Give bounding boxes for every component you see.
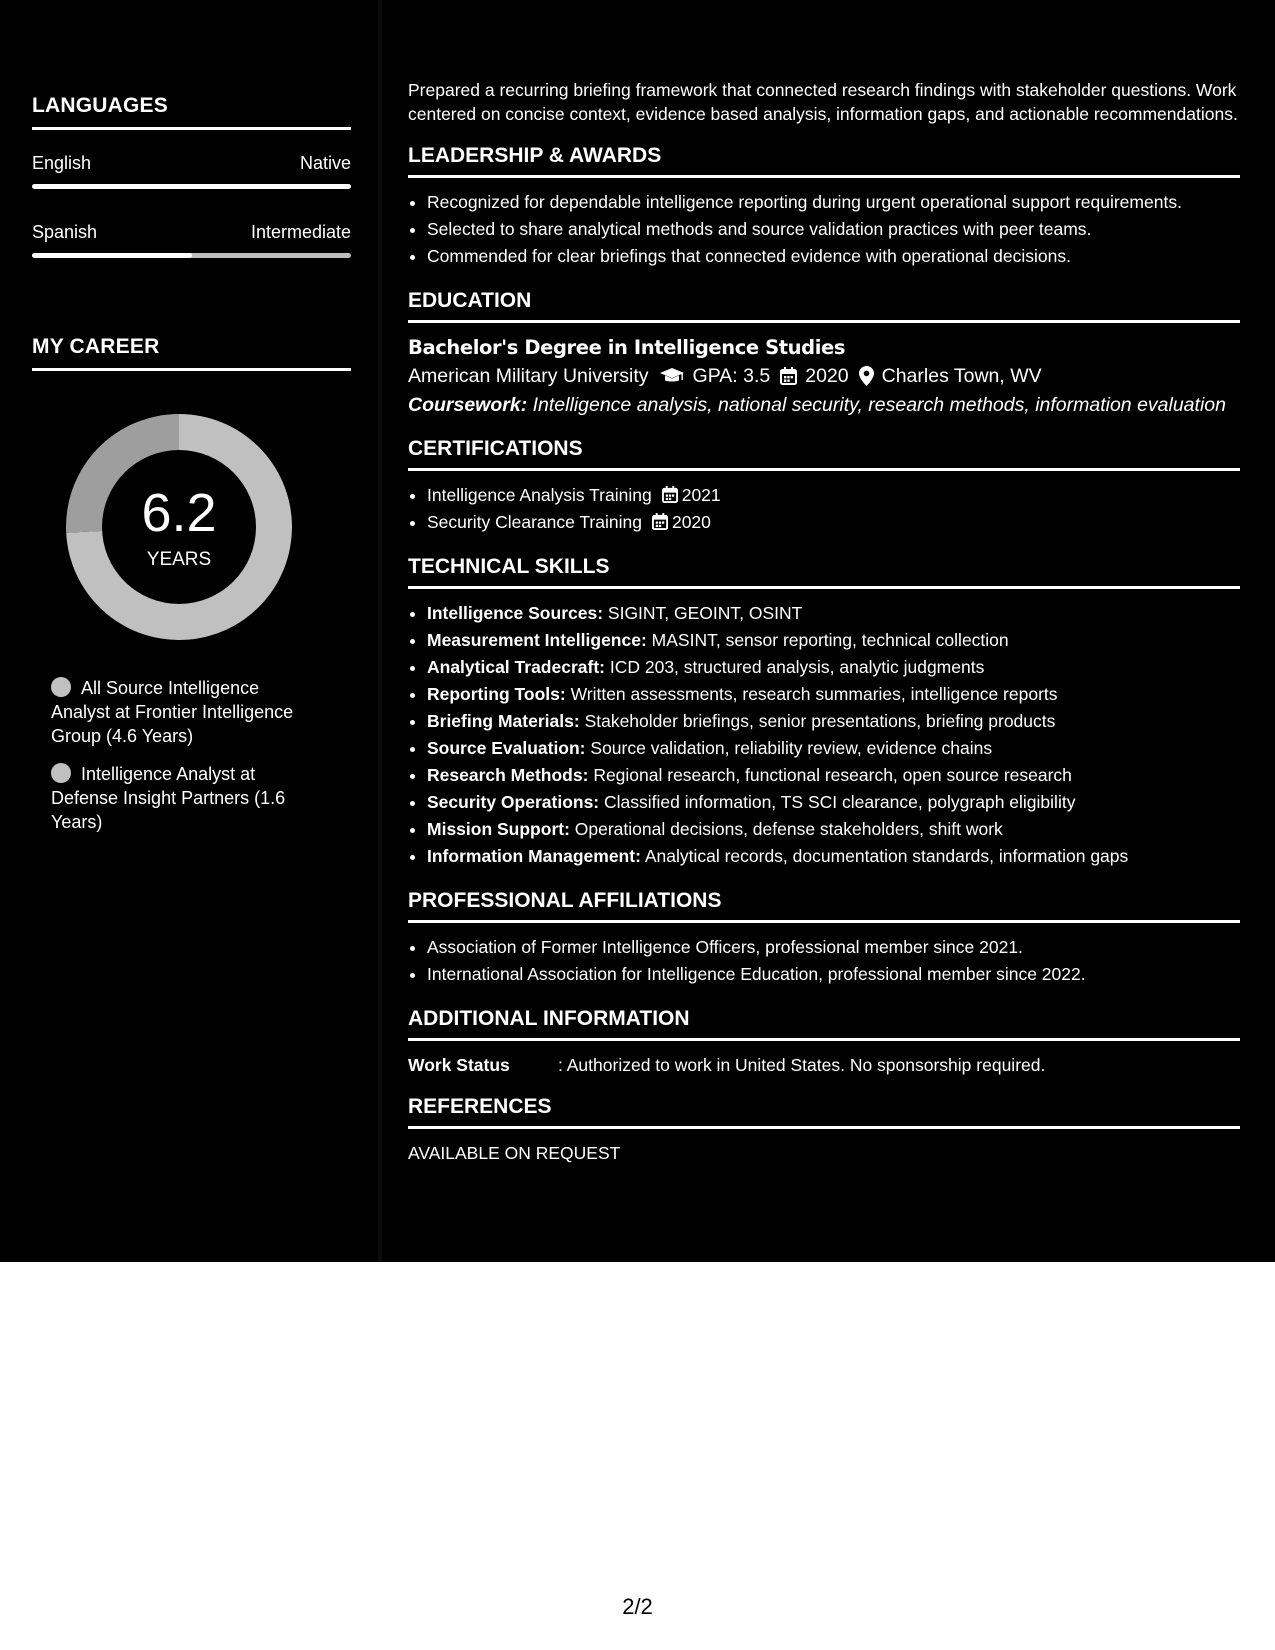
skill-value: Regional research, functional research, open source research: [593, 765, 1072, 785]
certification-item: [427, 483, 1240, 507]
language-bar-fill: [32, 184, 351, 189]
certifications-heading: CERTIFICATIONS: [408, 437, 1240, 471]
skill-value: Analytical records, documentation standards, information gaps: [644, 846, 1129, 866]
school-name: American Military University: [408, 365, 649, 387]
skill-item: [427, 709, 1240, 733]
language-bar-fill: [32, 253, 192, 258]
certification-year: 2020: [671, 512, 711, 532]
leadership-item: • Recognized for dependable intelligence reporting during urgent operational support requirements.: [427, 190, 1240, 214]
calendar-icon: [780, 367, 797, 385]
skill-value: MASINT, sensor reporting, technical collection: [651, 630, 1009, 650]
skill-label: Measurement Intelligence:: [427, 630, 647, 650]
skill-label: Research Methods:: [427, 765, 589, 785]
skill-label: Source Evaluation:: [427, 738, 586, 758]
affiliations-heading: PROFESSIONAL AFFILIATIONS: [408, 889, 1240, 923]
language-level: Intermediate: [250, 222, 351, 242]
skill-item: [427, 655, 1240, 679]
degree-title: Bachelor's Degree in Intelligence Studies: [408, 336, 846, 359]
sidebar: [0, 0, 380, 1262]
skill-value: Written assessments, research summaries, intelligence reports: [570, 684, 1058, 704]
certification-item: [427, 510, 1240, 534]
calendar-icon: [662, 486, 678, 503]
leadership-item: • Commended for clear briefings that connected evidence with operational decisions.: [427, 244, 1240, 268]
skill-value: Operational decisions, defense stakeholders, shift work: [574, 819, 1003, 839]
career-dot: [51, 763, 71, 783]
skill-value: SIGINT, GEOINT, OSINT: [607, 603, 803, 623]
skill-label: Security Operations:: [427, 792, 600, 812]
languages-heading: LANGUAGES: [32, 94, 351, 130]
skill-item: [427, 682, 1240, 706]
coursework-text: Intelligence analysis, national security, research methods, information evaluation: [532, 394, 1226, 416]
skill-label: Analytical Tradecraft:: [427, 657, 605, 677]
language-bar-spanish: [32, 253, 351, 258]
additional-info-heading: ADDITIONAL INFORMATION: [408, 1007, 1240, 1041]
affiliation-item: • Association of Former Intelligence Officers, professional member since 2021.: [427, 935, 1240, 959]
skill-label: Briefing Materials:: [427, 711, 580, 731]
education-heading: EDUCATION: [408, 289, 1240, 323]
map-pin-icon: [859, 366, 874, 386]
career-years-label: YEARS: [146, 549, 212, 570]
coursework: [408, 393, 1240, 417]
work-status-value: : Authorized to work in United States. No sponsorship required.: [558, 1055, 1046, 1075]
language-level: Native: [299, 153, 351, 173]
certifications-list: [408, 483, 1240, 534]
skill-item: [427, 601, 1240, 625]
career-item-text: All Source Intelligence Analyst at Frontier Intelligence Group (4.6 Years): [51, 678, 294, 746]
skills-list: [408, 601, 1240, 868]
affiliation-item: • International Association for Intelligence Education, professional member since 2022.: [427, 962, 1240, 986]
skill-value: Source validation, reliability review, evidence chains: [590, 738, 993, 758]
graduation-year: 2020: [805, 365, 849, 387]
references-text: AVAILABLE ON REQUEST: [408, 1143, 621, 1163]
skill-item: [427, 763, 1240, 787]
skill-value: ICD 203, structured analysis, analytic judgments: [609, 657, 985, 677]
certification-name: Intelligence Analysis Training: [427, 485, 652, 505]
career-item: [51, 762, 321, 834]
leadership-heading: LEADERSHIP & AWARDS: [408, 144, 1240, 178]
certification-year: 2021: [681, 485, 721, 505]
work-status-row: [408, 1053, 1240, 1077]
work-status-label: Work Status: [408, 1055, 510, 1075]
language-bar-english: [32, 184, 351, 189]
page-number: 2/2: [622, 1594, 653, 1619]
gpa: GPA: 3.5: [692, 365, 771, 387]
career-list: [51, 676, 321, 848]
coursework-label: Coursework:: [408, 394, 528, 416]
leadership-list: [408, 190, 1240, 268]
career-heading: MY CAREER: [32, 335, 351, 371]
skills-heading: TECHNICAL SKILLS: [408, 555, 1240, 589]
affiliations-list: [408, 935, 1240, 986]
skill-item: [427, 736, 1240, 760]
skill-item: [427, 790, 1240, 814]
skill-item: [427, 817, 1240, 841]
experience-continuation: Prepared a recurring briefing framework that connected research findings with stakeholder questions. Work centered on concise context, evidence based analysis, information gaps, and actionable recommendations.: [408, 80, 1238, 124]
skill-value: Classified information, TS SCI clearance, polygraph eligibility: [604, 792, 1076, 812]
skill-label: Reporting Tools:: [427, 684, 566, 704]
career-item: [51, 676, 321, 748]
skill-item: [427, 628, 1240, 652]
skill-label: Information Management:: [427, 846, 641, 866]
leadership-item: • Selected to share analytical methods and source validation practices with peer teams.: [427, 217, 1240, 241]
career-item-text: Intelligence Analyst at Defense Insight Partners (1.6 Years): [51, 764, 286, 832]
references-heading: REFERENCES: [408, 1095, 1240, 1129]
school-location: Charles Town, WV: [881, 365, 1042, 387]
skill-item: [427, 844, 1240, 868]
certification-name: Security Clearance Training: [427, 512, 642, 532]
career-total-years: 6.2: [141, 483, 217, 543]
language-row-english: [32, 153, 351, 174]
skill-label: Intelligence Sources:: [427, 603, 604, 623]
career-dot: [51, 677, 71, 697]
degree-meta: [408, 361, 1240, 391]
main-content: [408, 78, 1240, 1165]
skill-label: Mission Support:: [427, 819, 570, 839]
sidebar-divider: [378, 0, 382, 1262]
calendar-icon: [652, 513, 668, 530]
language-name: Spanish: [32, 222, 98, 242]
skill-value: Stakeholder briefings, senior presentations, briefing products: [584, 711, 1056, 731]
graduation-cap-icon: [659, 367, 685, 385]
language-name: English: [32, 153, 92, 173]
language-row-spanish: [32, 222, 351, 243]
